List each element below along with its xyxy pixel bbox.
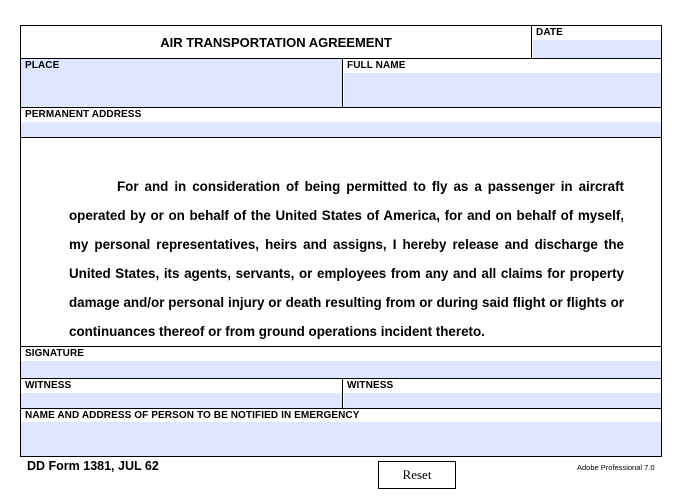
place-label: PLACE bbox=[25, 60, 60, 71]
permanent-address-label: PERMANENT ADDRESS bbox=[25, 109, 142, 120]
witness-1-label: WITNESS bbox=[25, 380, 72, 391]
place-name-row bbox=[21, 59, 661, 108]
full-name-cell bbox=[342, 59, 661, 107]
witness-1-field[interactable] bbox=[21, 393, 342, 408]
agreement-text: For and in consideration of being permitted to fly as a passenger in aircraft operated by or on behalf of the United States of America, for and on behalf of myself, my personal representatives, heirs and assigns, I hereby release and discharge the United States, its agents, servants, or employees from any and all claims for property damage and/or personal injury or death resulting from or during said flight or flights or continuances thereof or from ground operations incident thereto. bbox=[69, 179, 624, 339]
witness-row bbox=[21, 379, 661, 409]
signature-label: SIGNATURE bbox=[25, 348, 85, 359]
emergency-contact-field[interactable] bbox=[21, 422, 661, 456]
witness-1-cell bbox=[21, 379, 342, 408]
permanent-address-field[interactable] bbox=[21, 122, 661, 137]
full-name-field[interactable] bbox=[344, 73, 661, 107]
reset-button[interactable]: Reset bbox=[378, 461, 456, 489]
place-field[interactable] bbox=[21, 59, 342, 107]
air-transportation-agreement-form bbox=[20, 25, 662, 457]
date-label: DATE bbox=[536, 27, 563, 38]
signature-field[interactable] bbox=[21, 361, 661, 378]
full-name-label: FULL NAME bbox=[347, 60, 406, 71]
signature-row bbox=[21, 347, 661, 379]
permanent-address-row bbox=[21, 108, 661, 138]
witness-2-label: WITNESS bbox=[347, 380, 394, 391]
emergency-contact-label: NAME AND ADDRESS OF PERSON TO BE NOTIFIED IN EMERGENCY bbox=[25, 410, 360, 421]
witness-2-field[interactable] bbox=[344, 393, 661, 408]
agreement-paragraph bbox=[69, 172, 624, 346]
form-identifier: DD Form 1381, JUL 62 bbox=[27, 459, 159, 473]
witness-2-cell bbox=[342, 379, 661, 408]
form-title: AIR TRANSPORTATION AGREEMENT bbox=[160, 35, 392, 50]
title-row bbox=[21, 26, 661, 59]
place-cell bbox=[21, 59, 342, 107]
emergency-contact-row bbox=[21, 409, 661, 456]
date-cell bbox=[531, 26, 661, 58]
software-label: Adobe Professional 7.0 bbox=[577, 463, 655, 472]
date-field[interactable] bbox=[533, 40, 661, 58]
